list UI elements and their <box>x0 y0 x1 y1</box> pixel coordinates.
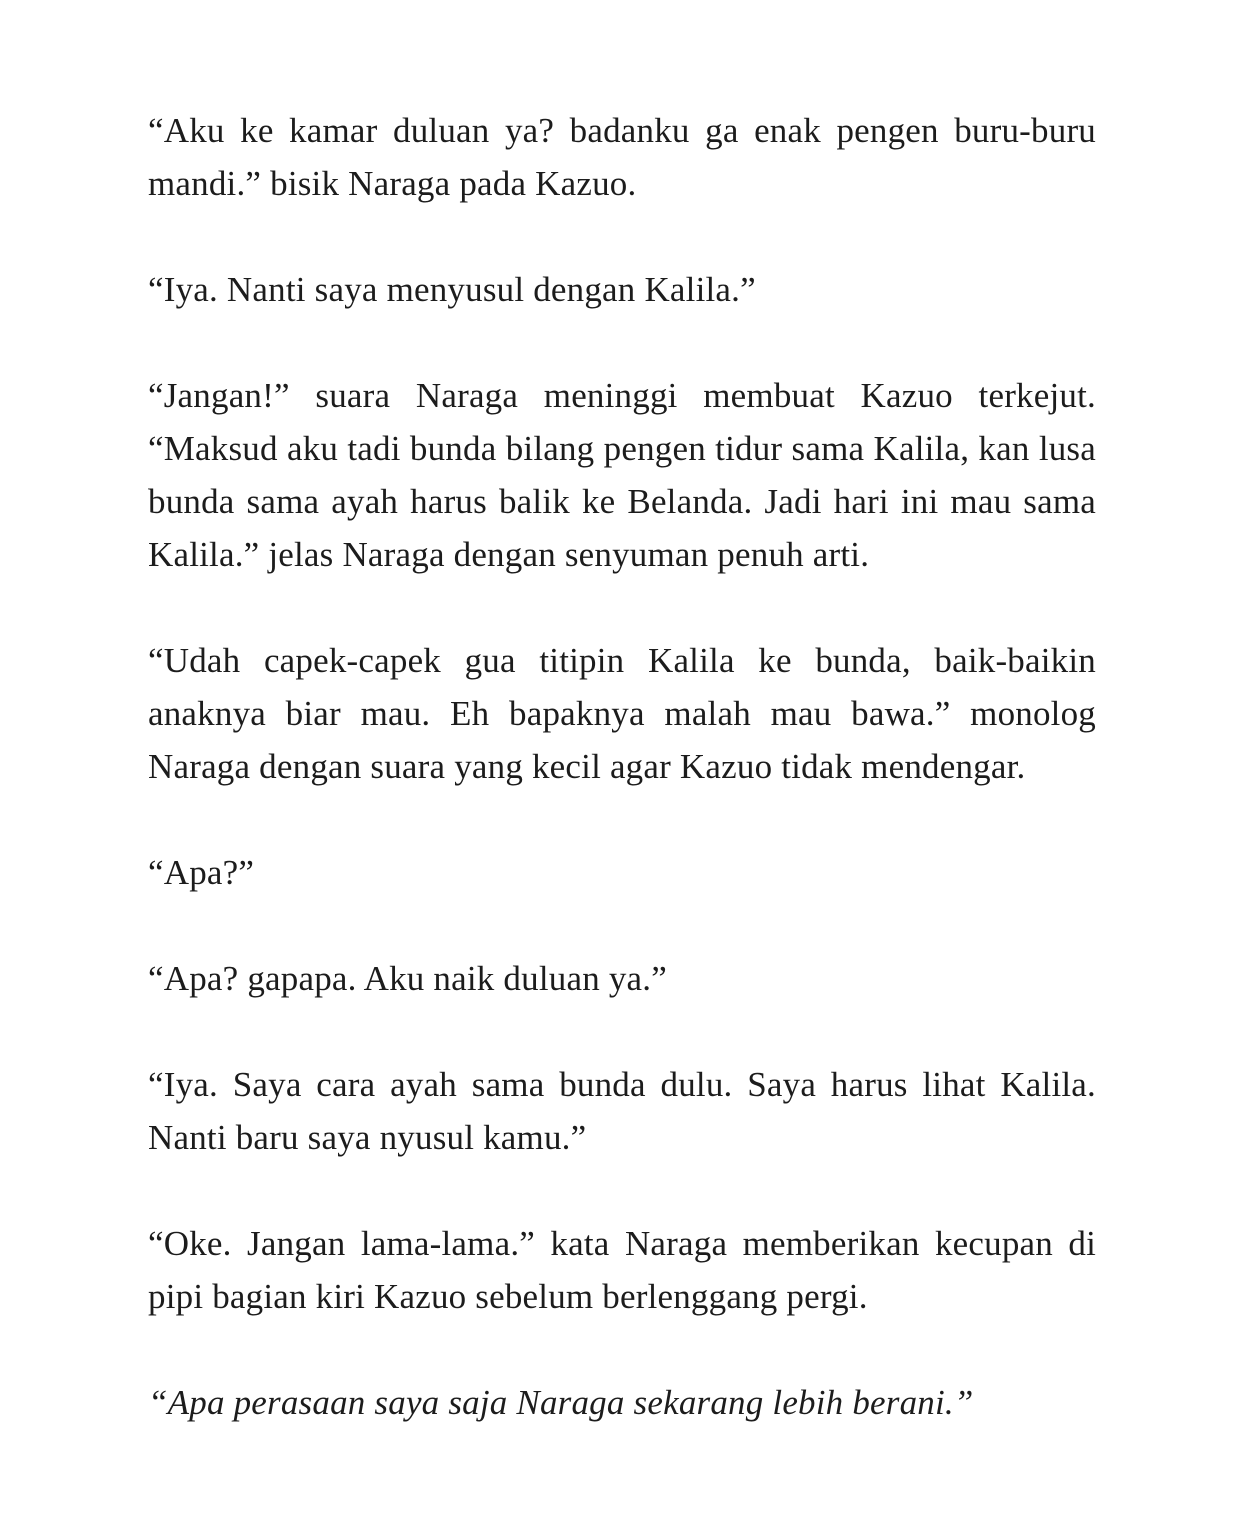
paragraph-spacer <box>148 1164 1096 1217</box>
paragraph-spacer <box>148 581 1096 634</box>
paragraph-8: “Oke. Jangan lama-lama.” kata Naraga memberikan kecupan di pipi bagian kiri Kazuo sebelum berlenggang pergi. <box>148 1224 1096 1316</box>
paragraph-5: “Apa?” <box>148 853 255 892</box>
paragraph-6: “Apa? gapapa. Aku naik duluan ya.” <box>148 959 667 998</box>
paragraph-1: “Aku ke kamar duluan ya? badanku ga enak pengen buru-buru mandi.” bisik Naraga pada Kazuo. <box>148 111 1096 203</box>
paragraph-4: “Udah capek-capek gua titipin Kalila ke bunda, baik-baikin anaknya biar mau. Eh bapaknya malah mau bawa.” monolog Naraga dengan suara yang kecil agar Kazuo tidak mendengar. <box>148 641 1096 786</box>
paragraph-spacer <box>148 899 1096 952</box>
paragraph-7: “Iya. Saya cara ayah sama bunda dulu. Saya harus lihat Kalila. Nanti baru saya nyusul kamu.” <box>148 1065 1096 1157</box>
paragraph-spacer <box>148 316 1096 369</box>
document-body <box>148 104 1096 1429</box>
paragraph-spacer <box>148 1005 1096 1058</box>
paragraph-spacer <box>148 1323 1096 1376</box>
paragraph-spacer <box>148 793 1096 846</box>
paragraph-3: “Jangan!” suara Naraga meninggi membuat Kazuo terkejut. “Maksud aku tadi bunda bilang pengen tidur sama Kalila, kan lusa bunda sama ayah harus balik ke Belanda. Jadi hari ini mau sama Kalila.” jelas Naraga dengan senyuman penuh arti. <box>148 376 1096 574</box>
paragraph-2: “Iya. Nanti saya menyusul dengan Kalila.” <box>148 270 756 309</box>
paragraph-9-italic-thought: “Apa perasaan saya saja Naraga sekarang lebih berani.” <box>148 1383 974 1422</box>
paragraph-spacer <box>148 210 1096 263</box>
